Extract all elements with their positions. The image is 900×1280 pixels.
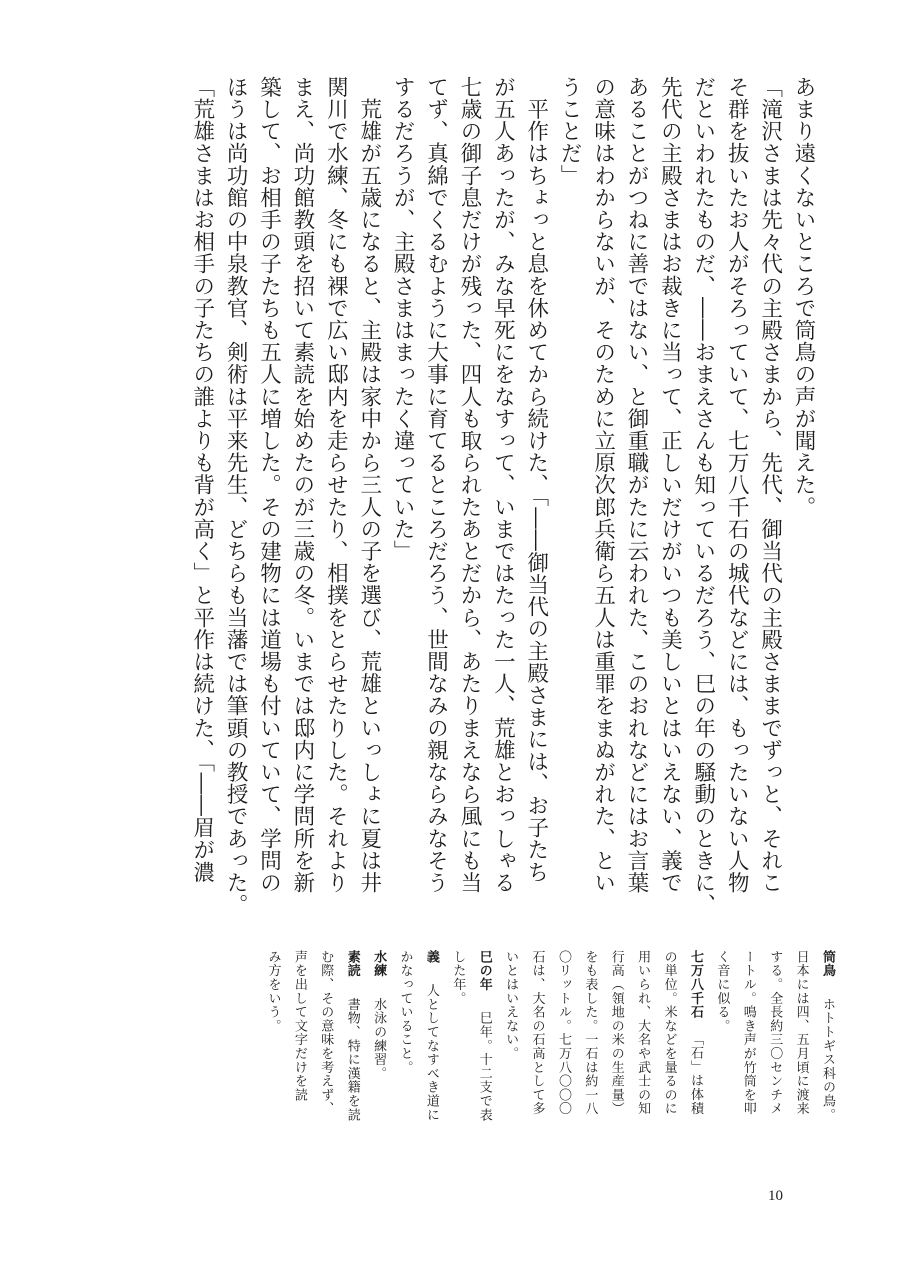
note-line: [365, 950, 391, 1175]
note-term: 素読: [344, 950, 360, 978]
note-text: 巳年。十二支で表: [476, 1011, 492, 1122]
text-line: が五人あったが、みな早死にをなすって、いまではたった一人、荒雄とおっしゃる: [490, 76, 516, 894]
note-line: [682, 950, 708, 1175]
text-line: あることがつねに善ではない、と御重職がたに云われた、このおれなどにはお言葉: [623, 76, 649, 894]
note-term: 水練: [371, 950, 387, 978]
text-line: まえ、尚功館教頭を招いて素読を始めたのが三歳の冬。いまでは邸内に学問所を新: [289, 76, 315, 894]
text-line: 七歳の御子息だけが残った、四人も取られたあとだから、あたりまえなら風にも当: [456, 76, 482, 894]
note-line: [338, 950, 364, 1175]
note-line: かなっていること。: [397, 950, 413, 1075]
note-line: の単位。米などを量るのに: [661, 950, 677, 1116]
note-term: 義: [423, 950, 439, 964]
note-line: [814, 950, 840, 1175]
note-line: する。全長約三〇センチメ: [767, 950, 783, 1116]
note-text: 水泳の練習。: [371, 997, 387, 1081]
text-line: だといわれたものだ、――おまえさんも知っているだろう、巳の年の騒動のときに、: [690, 76, 716, 916]
text-line: 先代の主殿さまはお裁きに当って、正しいだけがいつも美しいとはいえない、義で: [657, 76, 683, 894]
note-line: 石は、大名の石高として多: [529, 950, 545, 1116]
note-line: ートル。鳴き声が竹筒を叩: [740, 950, 756, 1116]
text-line: 平作はちょっと息を休めてから続けた、「――御当代の主殿さまには、お子たち: [523, 76, 549, 883]
note-line: み方をいう。: [265, 950, 281, 1033]
note-line: をも表した。一石は約一八: [582, 950, 598, 1116]
text-line: 築して、お相手の子たちも五人に増した。その建物には道場も付いていて、学問の: [256, 76, 282, 894]
note-term: 筒鳥: [820, 950, 835, 978]
note-text: ホトトギス科の鳥。: [820, 997, 835, 1122]
note-line: 行高（領地の米の生産量）: [608, 950, 624, 1116]
note-line: [418, 950, 444, 1175]
text-line: そ群を抜いたお人がそろっていて、七万八千石の城代などには、もったいない人物: [724, 76, 750, 894]
note-term: 巳の年: [476, 950, 492, 992]
note-text: 人としてなすべき道に: [423, 983, 439, 1122]
note-term: 七万八千石: [687, 950, 703, 1019]
note-line: 日本には四、五月頃に渡来: [793, 950, 809, 1116]
page-number: 10: [768, 1188, 783, 1204]
note-line: した年。: [450, 950, 466, 1006]
text-line: あまり遠くないところで筒鳥の声が聞えた。: [791, 76, 816, 518]
text-line: 「滝沢さまは先々代の主殿さまから、先代、御当代の主殿さままでずっと、それこ: [757, 76, 783, 894]
note-line: 声を出して文字だけを読: [291, 950, 307, 1102]
text-line: の意味はわからないが、そのために立原次郎兵衛ら五人は重罪をまぬがれた、とい: [590, 76, 616, 894]
text-line: するだろうが、主殿さまはまったく違っていた」: [390, 76, 416, 563]
text-line: うことだ」: [557, 76, 583, 187]
note-text: 「石」は体積: [687, 1038, 703, 1116]
text-line: 関川で水練、冬にも裸で広い邸内を走らせたり、相撲をとらせたりした。それより: [323, 76, 349, 894]
note-line: 〇リットル。七万八〇〇〇: [555, 950, 571, 1116]
text-line: てず、真綿でくるむように大事に育てるところだろう、世間なみの親ならみなそう: [423, 76, 449, 894]
main-text-body: [120, 76, 820, 948]
text-line: 荒雄が五歳になると、主殿は家中から三人の子を選び、荒雄といっしょに夏は井: [356, 76, 382, 894]
note-line: む際、その意味を考えず、: [318, 950, 334, 1116]
text-line: ほうは尚功館の中泉教官、剣術は平来先生、どちらも当藩では筆頭の教授であった。: [223, 76, 249, 916]
footnotes: [160, 950, 840, 1175]
note-line: く音に似る。: [714, 950, 730, 1033]
text-line: 「荒雄さまはお相手の子たちの誰よりも背が高く」と平作は続けた、「――眉が濃: [189, 76, 215, 883]
note-line: いとはいえない。: [503, 950, 519, 1061]
note-text: 書物、特に漢籍を読: [344, 997, 360, 1122]
note-line: [470, 950, 496, 1175]
note-line: 用いられ、大名や武士の知: [635, 950, 651, 1116]
